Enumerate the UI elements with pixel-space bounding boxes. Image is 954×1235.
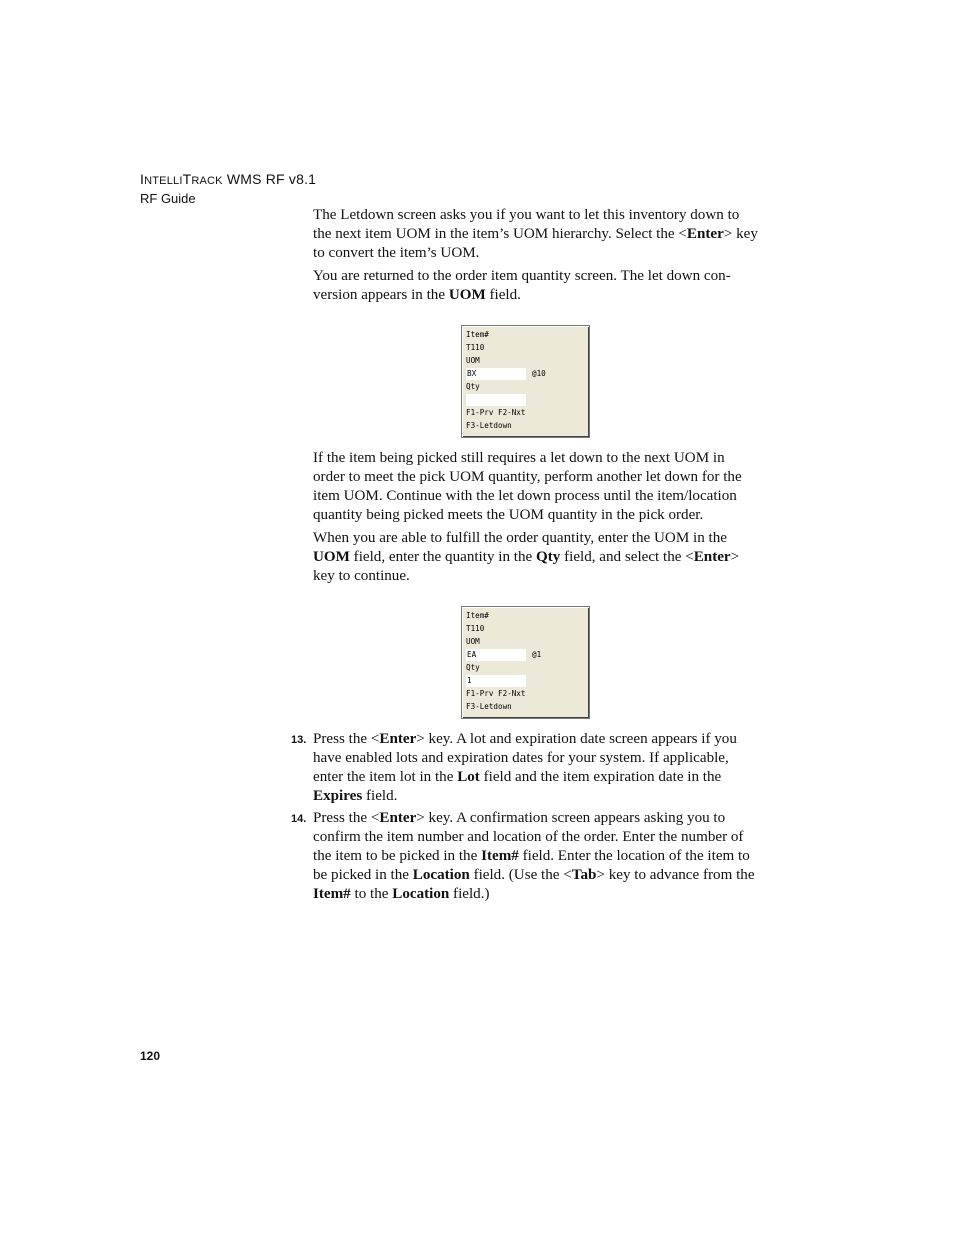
step-13-text: Press the <Enter> key. A lot and expiration date screen appears if you have enabled lots and expiration dates for your system. If applicable, enter the item lot in the Lot field and the item expiration date in the Expires field. [313,731,737,804]
step-14-text: Press the <Enter> key. A confirmation screen appears asking you to confirm the item number and location of the order. Enter the number of the item to be picked in the Item# field. Enter the location of the item to be picked in the Location field. (Use the <Tab> key to advance from the Item# to the Location field.) [313,810,755,902]
rf-screen-order-qty [461,606,590,719]
function-keys-row1: F1-Prv F2-Nxt [466,689,526,698]
uom-field[interactable]: EA [466,649,526,661]
paragraph-fulfill: When you are able to fulfill the order quantity, enter the UOM in the UOM field, enter the quantity in the Qty field, and select the <Enter> key to continue. [313,530,740,584]
function-keys-row2: F3-Letdown [466,702,512,711]
function-keys-row1: F1-Prv F2-Nxt [466,408,526,417]
guide-subtitle: RF Guide [140,191,196,206]
running-header [140,170,316,208]
paragraph-letdown-prompt: The Letdown screen asks you if you want to let this inventory down to the next item UOM in the item’s UOM hierarchy. Select the <Enter> key to convert the item’s UOM. [313,207,758,261]
qty-field[interactable] [466,394,526,406]
uom-field[interactable]: BX [466,368,526,380]
function-keys-row2: F3-Letdown [466,421,512,430]
uom-conversion: @10 [532,369,546,378]
page-number: 120 [140,1049,161,1063]
paragraph-returned: You are returned to the order item quantity screen. The let down con-version appears in the UOM field. [313,268,731,303]
item-label: Item# [466,611,489,620]
item-value: T110 [466,343,485,352]
qty-label: Qty [466,382,480,391]
item-label: Item# [466,330,489,339]
step-number-13: 13. [291,734,307,746]
uom-label: UOM [466,356,480,365]
uom-conversion: @1 [532,650,542,659]
product-title: INTELLITRACK WMS RF v8.1 [140,171,317,187]
qty-field[interactable]: 1 [466,675,526,687]
qty-label: Qty [466,663,480,672]
uom-label: UOM [466,637,480,646]
paragraph-repeat-letdown: If the item being picked still requires a let down to the next UOM in order to meet the pick UOM quantity, perform another let down for the item UOM. Continue with the let down process until the item/location quantity being picked meets the UOM quantity in the pick order. [313,450,742,523]
rf-screen-letdown-result [461,325,590,438]
item-value: T110 [466,624,485,633]
step-number-14: 14. [291,813,307,825]
